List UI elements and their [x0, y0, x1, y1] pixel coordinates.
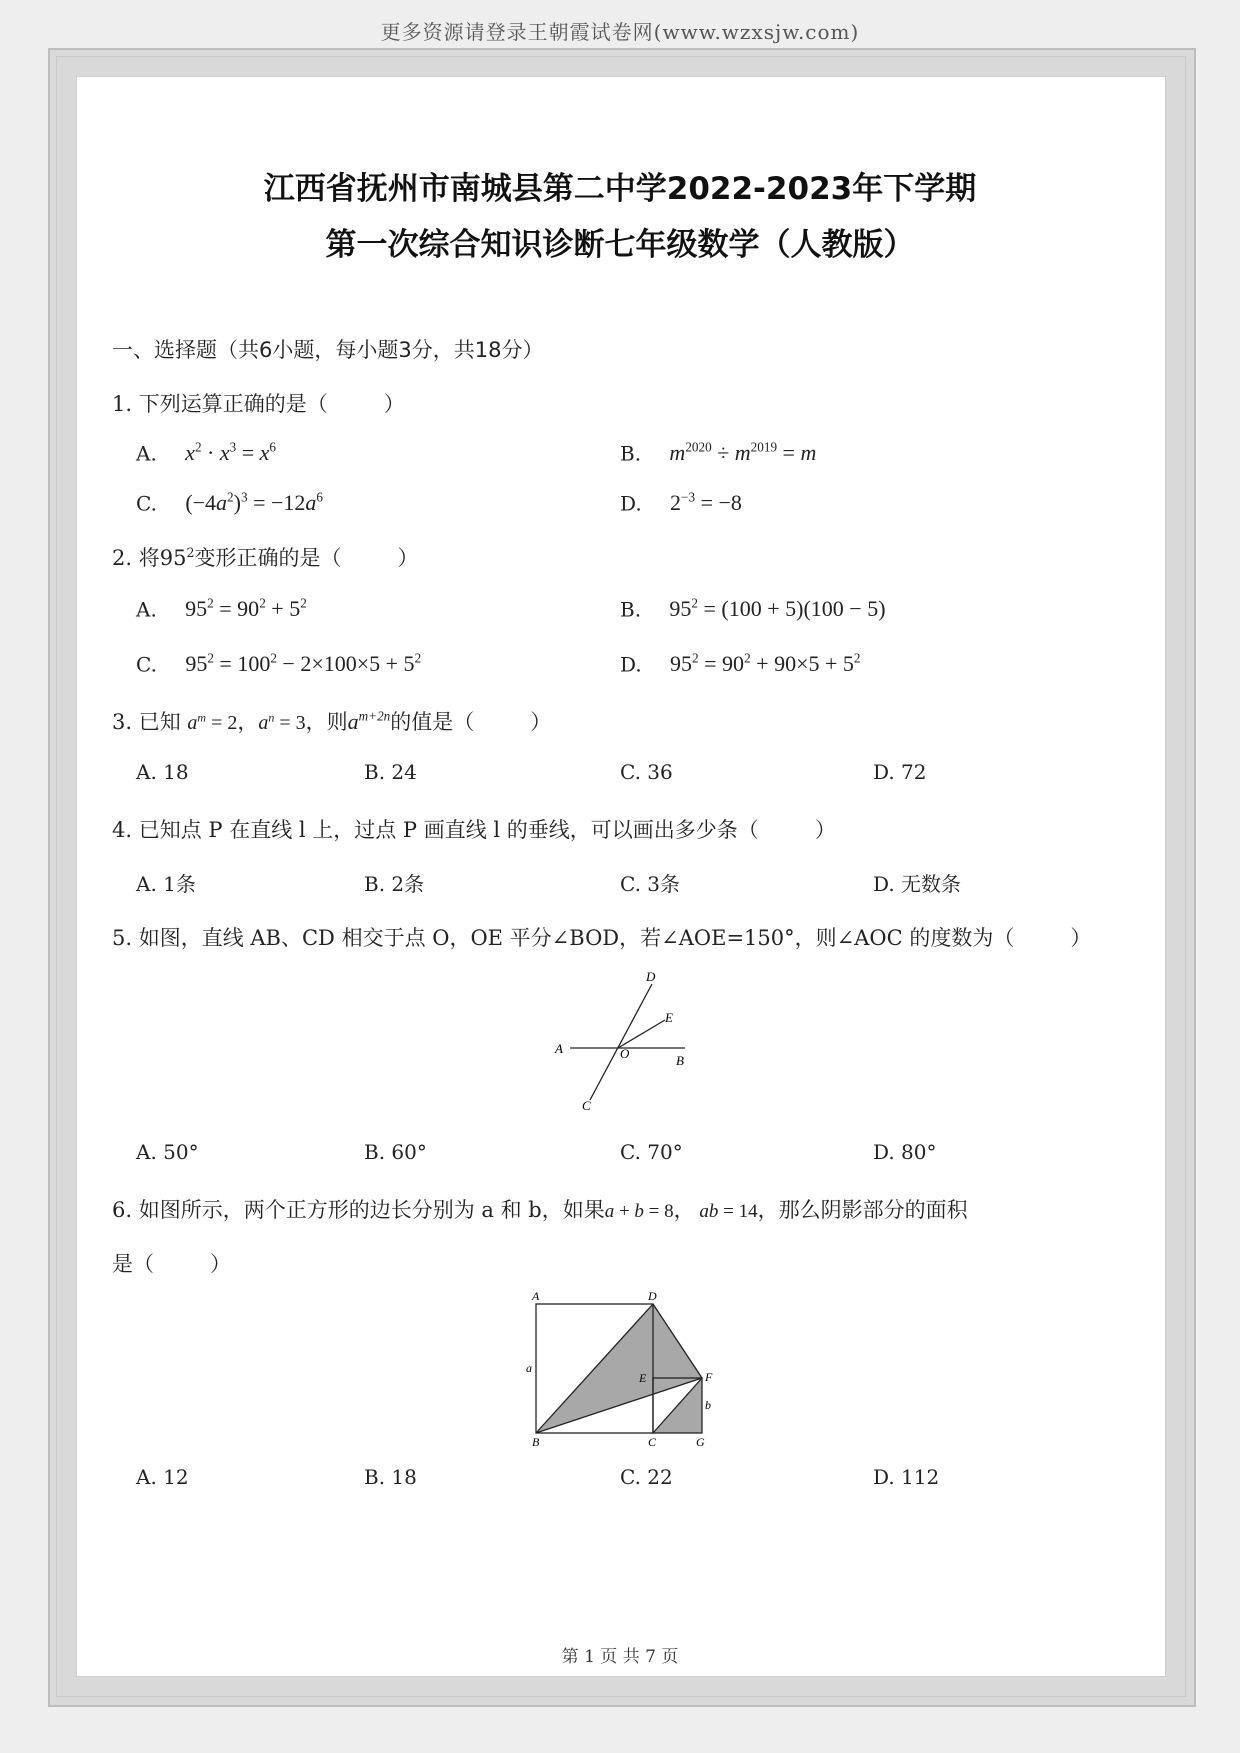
q1-option-a-label: A. — [136, 441, 157, 466]
q4-close: ） — [814, 818, 836, 842]
q2-option-b-label: B. — [620, 597, 642, 622]
q2-close: ） — [397, 546, 419, 570]
header-url: 更多资源请登录王朝霞试卷网(www.wzxsjw.com) — [380, 20, 860, 44]
q3-option-a: A. 18 — [136, 760, 189, 784]
question-4-stem — [112, 814, 836, 844]
title-line-1: 江西省抚州市南城县第二中学2022-2023年下学期 — [263, 171, 977, 207]
q1-stem-text: 1. 下列运算正确的是（ — [112, 392, 328, 416]
q4-stem-text: 4. 已知点 P 在直线 l 上，过点 P 画直线 l 的垂线，可以画出多少条（ — [112, 818, 759, 842]
q6-option-a: A. 12 — [136, 1465, 189, 1489]
label-a: A — [532, 1290, 540, 1303]
q3-close: ） — [530, 710, 552, 734]
q1-option-d-label: D. — [620, 491, 642, 516]
q1-close: ） — [383, 392, 405, 416]
q6-stem-pre: 6. 如图所示，两个正方形的边长分别为 a 和 b，如果 — [112, 1198, 605, 1222]
label-e: E — [665, 1010, 673, 1025]
question-6-stem: 6. 如图所示，两个正方形的边长分别为 a 和 b，如果a + b = 8， ab = 14，那么阴影部分的面积 — [112, 1198, 968, 1222]
label-side-a: a — [526, 1361, 532, 1375]
question-3-stem: 3. 已知 $a^m = 2$，$a^n = 3$，则$a^{m+2n}$的值是（ ） — [112, 708, 552, 734]
q1-option-a: A. $x^2 \cdot x^3 = x^6$ — [136, 440, 276, 466]
q6-option-d: D. 112 — [873, 1465, 940, 1489]
q4-option-a: A. 1条 — [136, 872, 196, 896]
label-g: G — [696, 1435, 705, 1449]
q1-option-b: B. $m^{2020} \div m^{2019} = m$ — [620, 440, 817, 466]
label-a: A — [555, 1041, 563, 1056]
q5-option-a: A. 50° — [136, 1140, 199, 1164]
page-footer: 第 1 页 共 7 页 — [561, 1647, 679, 1667]
question-2-stem — [112, 542, 418, 572]
q3-stem-post: 的值是（ — [390, 710, 475, 734]
label-b: B — [532, 1435, 540, 1449]
label-c: C — [648, 1435, 657, 1449]
q4-option-d: D. 无数条 — [873, 872, 962, 896]
q2-option-c: C. $95^2 = 100^2 - 2\times 100\times 5 + 5^2$ — [136, 651, 422, 677]
q1-option-b-label: B. — [620, 441, 642, 466]
label-d: D — [648, 1290, 657, 1303]
q1-option-c: C. $(-4a^2)^3 = -12a^6$ — [136, 490, 323, 516]
q3-option-b: B. 24 — [364, 760, 417, 784]
label-o: O — [620, 1046, 630, 1061]
q2-stem-sup: 2 — [186, 545, 195, 560]
q2-stem-post: 变形正确的是（ — [194, 546, 342, 570]
q6-close: ） — [210, 1252, 231, 1276]
q2-option-d-label: D. — [620, 652, 642, 677]
label-c: C — [582, 1098, 591, 1113]
q6-stem-post: ，那么阴影部分的面积 — [757, 1198, 968, 1222]
question-6-stem-line2 — [112, 1248, 231, 1278]
q3-option-d: D. 72 — [873, 760, 927, 784]
q2-stem-pre: 2. 将95 — [112, 546, 187, 570]
q3-comma: ， — [237, 710, 259, 734]
figure-intersecting-lines — [540, 970, 700, 1120]
q5-option-b: B. 60° — [364, 1140, 427, 1164]
label-d: D — [646, 970, 656, 984]
q5-option-c: C. 70° — [620, 1140, 683, 1164]
q5-close: ） — [1070, 926, 1092, 950]
q6-stem-line2-text: 是（ — [112, 1252, 154, 1276]
q6-comma: ， — [673, 1198, 695, 1222]
q2-option-b: B. $95^2 = (100 + 5)(100 - 5)$ — [620, 596, 886, 622]
q3-stem-pre: 3. 已知 — [112, 710, 181, 734]
figure-two-squares — [520, 1290, 720, 1450]
q4-option-c: C. 3条 — [620, 872, 681, 896]
q2-option-a-label: A. — [136, 597, 157, 622]
question-5-stem — [112, 922, 1091, 952]
q6-option-c: C. 22 — [620, 1465, 673, 1489]
line-cd — [590, 984, 652, 1100]
section-heading: 一、选择题（共6小题，每小题3分，共18分） — [112, 338, 544, 362]
label-f: F — [705, 1370, 713, 1384]
label-b: B — [676, 1053, 684, 1068]
q2-option-c-label: C. — [136, 652, 157, 677]
question-1-stem — [112, 388, 405, 418]
q5-option-d: D. 80° — [873, 1140, 937, 1164]
q1-option-d: D. $2^{-3} = -8$ — [620, 490, 742, 516]
q2-option-a: A. $95^2 = 90^2 + 5^2$ — [136, 596, 307, 622]
q3-then: ，则 — [305, 710, 348, 734]
q1-option-c-label: C. — [136, 491, 157, 516]
title-line-2: 第一次综合知识诊断七年级数学（人教版） — [325, 227, 915, 263]
q5-stem-text: 5. 如图，直线 AB、CD 相交于点 O，OE 平分∠BOD，若∠AOE=150°，则∠AOC 的度数为（ — [112, 926, 1015, 950]
q3-option-c: C. 36 — [620, 760, 673, 784]
label-e: E — [639, 1371, 647, 1385]
q4-option-b: B. 2条 — [364, 872, 425, 896]
label-side-b: b — [705, 1398, 711, 1412]
q2-option-d: D. $95^2 = 90^2 + 90\times 5 + 5^2$ — [620, 651, 861, 677]
q6-option-b: B. 18 — [364, 1465, 417, 1489]
